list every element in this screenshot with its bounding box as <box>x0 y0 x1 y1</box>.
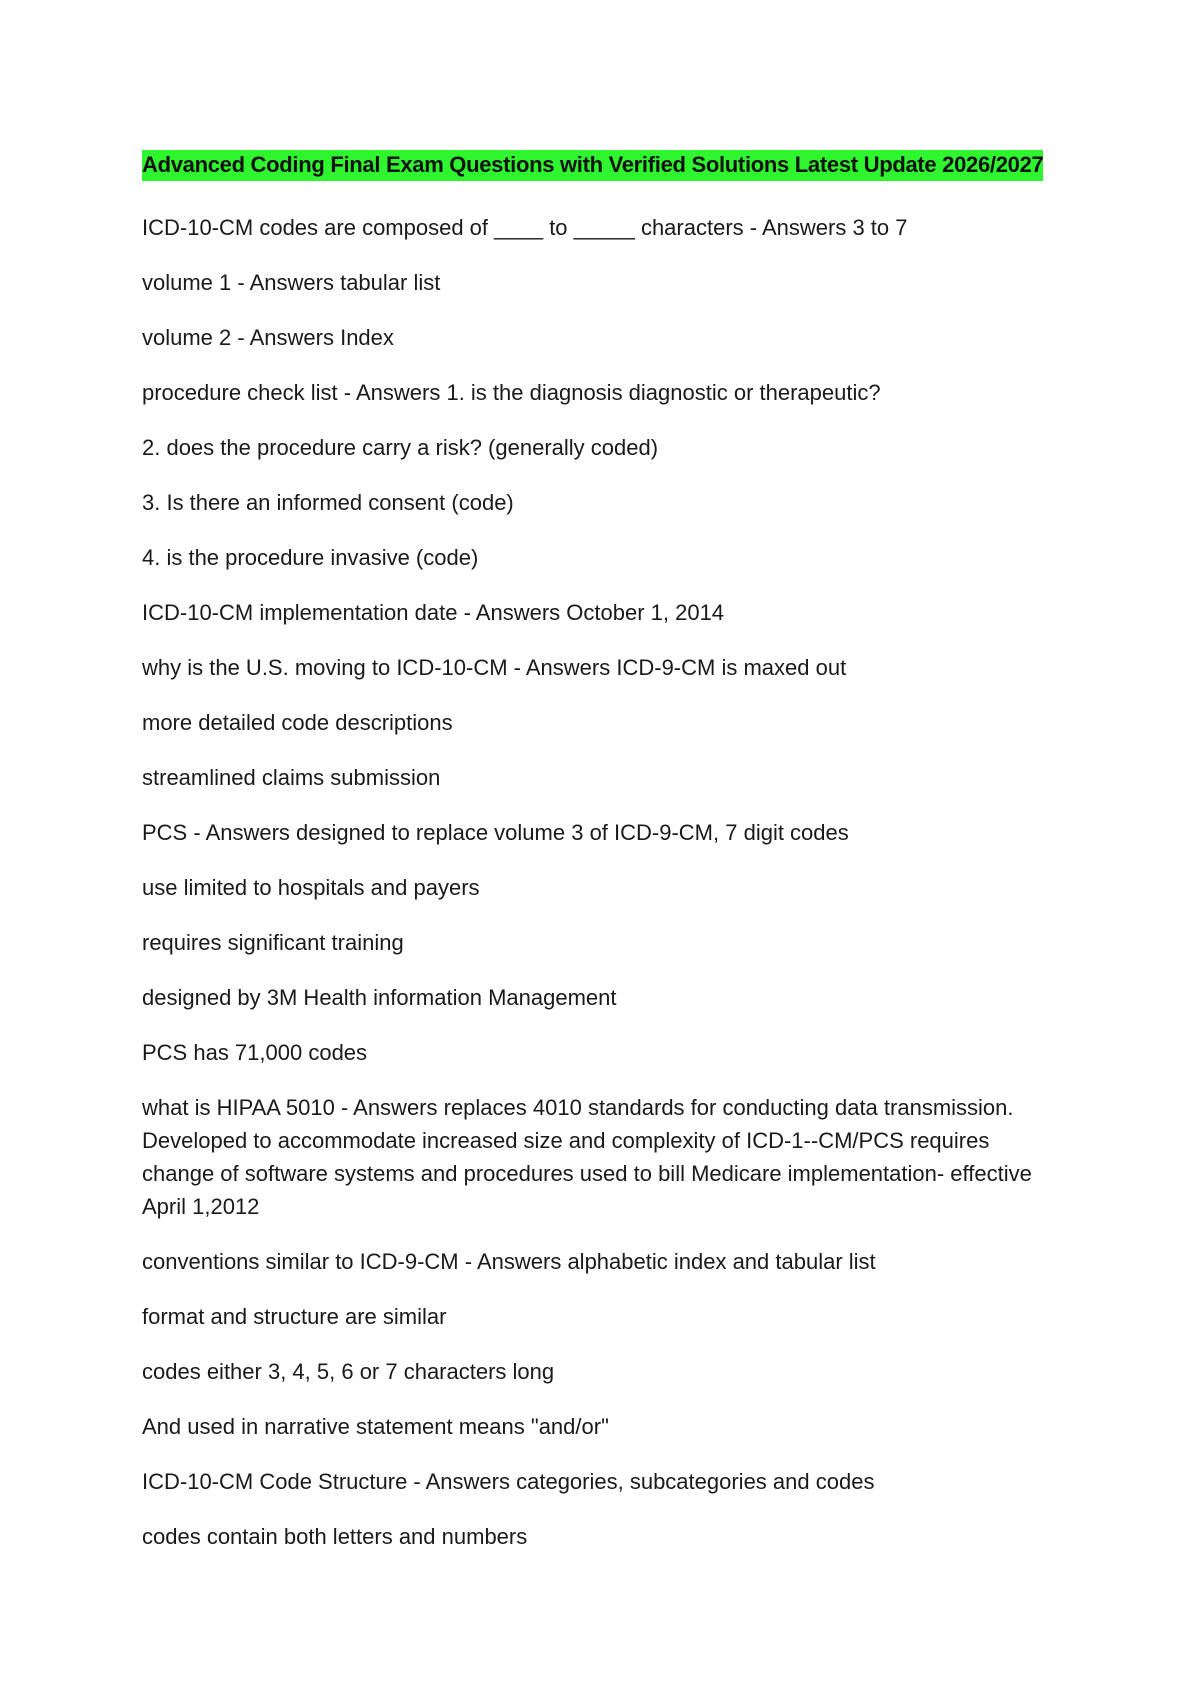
text-line: ICD-10-CM Code Structure - Answers categories, subcategories and codes <box>142 1469 875 1494</box>
text-line: format and structure are similar <box>142 1304 447 1329</box>
text-line: codes contain both letters and numbers <box>142 1524 528 1549</box>
text-line: procedure check list - Answers 1. is the diagnosis diagnostic or therapeutic? <box>142 380 881 405</box>
text-line: PCS has 71,000 codes <box>142 1040 368 1065</box>
text-line: ICD-10-CM codes are composed of ____ to _____ characters - Answers 3 to 7 <box>142 215 908 240</box>
text-line: conventions similar to ICD-9-CM - Answers alphabetic index and tabular list <box>142 1249 876 1274</box>
document-page <box>142 150 1062 1575</box>
title-block <box>142 150 1062 183</box>
text-line: 3. Is there an informed consent (code) <box>142 490 514 515</box>
text-line: what is HIPAA 5010 - Answers replaces 4010 standards for conducting data transmission. Developed to accommodate increased size and complexity of ICD-1--CM/PCS requires change of software systems and procedures used to bill Medicare implementation- effective April 1,2012 <box>142 1095 1032 1219</box>
text-line: use limited to hospitals and payers <box>142 875 480 900</box>
document-title: Advanced Coding Final Exam Questions with Verified Solutions Latest Update 2026/2027 <box>142 150 1043 181</box>
text-line: 2. does the procedure carry a risk? (generally coded) <box>142 435 659 460</box>
text-line: requires significant training <box>142 930 404 955</box>
text-line: 4. is the procedure invasive (code) <box>142 545 479 570</box>
text-line: PCS - Answers designed to replace volume 3 of ICD-9-CM, 7 digit codes <box>142 820 849 845</box>
text-line: why is the U.S. moving to ICD-10-CM - Answers ICD-9-CM is maxed out <box>142 655 847 680</box>
text-line: more detailed code descriptions <box>142 710 453 735</box>
text-line: And used in narrative statement means "and/or" <box>142 1414 609 1439</box>
text-line: volume 2 - Answers Index <box>142 325 394 350</box>
text-line: ICD-10-CM implementation date - Answers October 1, 2014 <box>142 600 725 625</box>
text-line: streamlined claims submission <box>142 765 441 790</box>
text-line: volume 1 - Answers tabular list <box>142 270 441 295</box>
text-line: designed by 3M Health information Management <box>142 985 617 1010</box>
text-line: codes either 3, 4, 5, 6 or 7 characters long <box>142 1359 555 1384</box>
